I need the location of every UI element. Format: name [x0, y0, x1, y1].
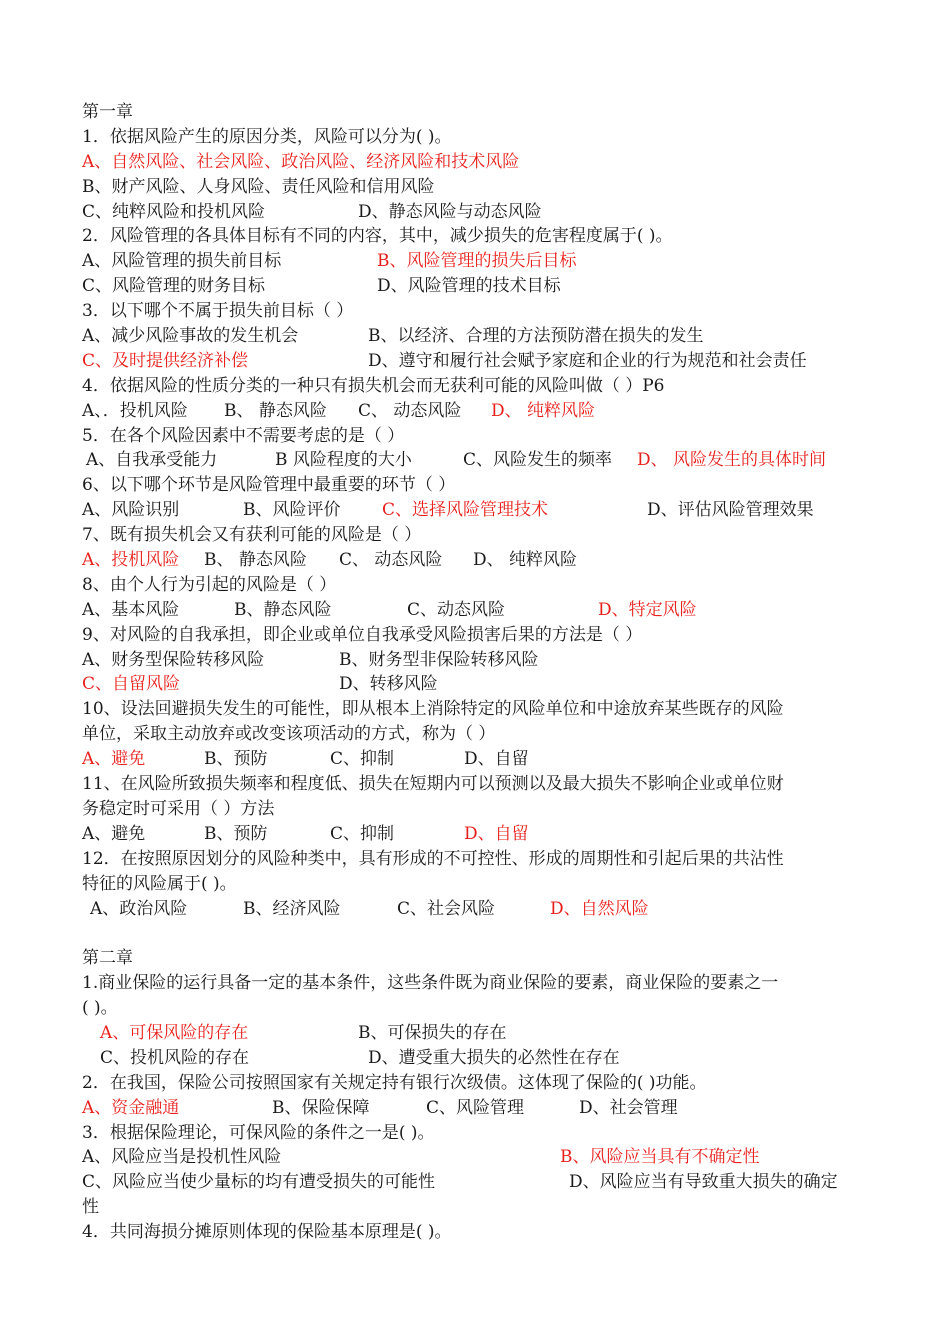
c1-q3-option-b: B、以经济、合理的方法预防潜在损失的发生 [368, 326, 704, 347]
c1-q10-option-row [82, 747, 872, 772]
c1-q7-option-b: B、 静态风险 [204, 550, 307, 571]
c1-q1-option-a-answer: A、自然风险、社会风险、政治风险、经济风险和技术风险 [82, 151, 520, 172]
c1-q11-option-c: C、抑制 [330, 823, 395, 844]
c1-q7-stem: 7、既有损失机会又有获利可能的风险是（ ） [82, 525, 422, 546]
c1-q3-option-c-answer: C、及时提供经济补偿 [82, 350, 249, 371]
chapter-spacer [82, 921, 872, 946]
c1-q5-option-b: B 风险程度的大小 [275, 450, 412, 471]
c1-q4-option-a: A、．投机风险 [82, 400, 188, 421]
c1-q6-option-c-answer: C、选择风险管理技术 [382, 500, 549, 521]
c1-q11-stem: 11、在风险所致损失频率和程度低、损失在短期内可以预测以及最大损失不影响企业或单位财 [82, 774, 784, 795]
c1-q6-option-d: D、评估风险管理效果 [647, 500, 814, 521]
c1-q5-option-d-answer: D、 风险发生的具体时间 [637, 450, 827, 471]
c1-q6-option-row [82, 498, 872, 523]
c1-q6-option-b: B、风险评价 [243, 500, 341, 521]
c1-q4-option-b: B、 静态风险 [224, 400, 327, 421]
c1-q7-option-row [82, 548, 872, 573]
c2-q1-option-c: C、投机风险的存在 [100, 1047, 250, 1068]
c2-q3-option-c: C、风险应当使少量标的均有遭受损失的可能性 [82, 1172, 436, 1193]
c1-q11-option-row [82, 822, 872, 847]
c1-q1-option-row [82, 200, 872, 225]
c1-q1-option-c: C、纯粹风险和投机风险 [82, 201, 266, 222]
c1-q7-option-a-answer: A、投机风险 [82, 550, 180, 571]
c1-q2-stem: 2．风险管理的各具体目标有不同的内容，其中，减少损失的危害程度属于( )。 [82, 226, 673, 247]
c1-q4-option-c: C、 动态风险 [358, 400, 462, 421]
c1-q6-option-a: A、风险识别 [82, 500, 180, 521]
c1-q3-option-d: D、遵守和履行社会赋予家庭和企业的行为规范和社会责任 [368, 350, 807, 371]
c2-q3-stem: 3．根据保险理论，可保风险的条件之一是( )。 [82, 1122, 435, 1143]
c1-q12-option-c: C、社会风险 [397, 898, 496, 919]
c1-q5-stem: 5．在各个风险因素中不需要考虑的是（ ） [82, 425, 405, 446]
c1-q12-option-d-answer: D、自然风险 [550, 898, 649, 919]
c1-q10-option-c: C、抑制 [330, 749, 395, 770]
c1-q1-stem: 1．依据风险产生的原因分类，风险可以分为( )。 [82, 126, 452, 147]
c1-q11-option-d-answer: D、自留 [464, 823, 529, 844]
c1-q9-option-b: B、财务型非保险转移风险 [339, 649, 539, 670]
c2-q3-option-row [82, 1195, 872, 1220]
c1-q9-option-a: A、财务型保险转移风险 [82, 649, 265, 670]
c2-q2-option-a-answer: A、资金融通 [82, 1097, 180, 1118]
c2-q3-option-row [82, 1145, 872, 1170]
c1-q12-option-row [82, 897, 872, 922]
c1-q1-option-row [82, 150, 872, 175]
c1-q4-option-d-answer: D、 纯粹风险 [491, 400, 596, 421]
c2-q3-option-row [82, 1170, 872, 1195]
c2-q1-option-a-answer: A、可保风险的存在 [100, 1022, 249, 1043]
c1-q9-option-row [82, 648, 872, 673]
c1-q6-stem: 6、以下哪个环节是风险管理中最重要的环节（ ） [82, 475, 456, 496]
c1-q2-option-row [82, 274, 872, 299]
c2-q3-option-a: A、风险应当是投机性风险 [82, 1147, 282, 1168]
c1-q8-stem: 8、由个人行为引起的风险是（ ） [82, 574, 337, 595]
c1-q8-option-d-answer: D、特定风险 [598, 599, 697, 620]
c1-q10-option-b: B、预防 [204, 749, 268, 770]
c1-q3-option-row [82, 349, 872, 374]
c1-q4-stem: 4．依据风险的性质分类的一种只有损失机会而无获利可能的风险叫做（ ）P6 [82, 375, 665, 396]
c1-q10-stem: 单位，采取主动放弃或改变该项活动的方式，称为（ ） [82, 724, 496, 745]
c1-q2-option-a: A、风险管理的损失前目标 [82, 251, 282, 272]
c1-q4-option-row [82, 399, 872, 424]
c2-q1-option-row [82, 1046, 872, 1071]
document-page [82, 100, 872, 1245]
c2-q1-stem: ( )。 [82, 998, 118, 1019]
c2-q1-stem: 1.商业保险的运行具备一定的基本条件，这些条件既为商业保险的要素，商业保险的要素之一 [82, 973, 779, 994]
c1-q12-option-a: A、政治风险 [90, 898, 188, 919]
c1-q7-option-c: C、 动态风险 [339, 550, 443, 571]
c1-q3-option-row [82, 324, 872, 349]
c1-q2-option-b-answer: B、风险管理的损失后目标 [377, 251, 577, 272]
c1-q9-option-row [82, 672, 872, 697]
c1-q9-stem: 9、对风险的自我承担，即企业或单位自我承受风险损害后果的方法是（ ） [82, 624, 643, 645]
c1-q8-option-c: C、动态风险 [407, 599, 506, 620]
c1-q9-option-c-answer: C、自留风险 [82, 674, 181, 695]
c1-q1-option-d: D、静态风险与动态风险 [358, 201, 542, 222]
c2-q2-option-b: B、保险保障 [272, 1097, 370, 1118]
c1-q8-option-b: B、静态风险 [234, 599, 332, 620]
c1-q10-option-a-answer: A、避免 [82, 749, 146, 770]
c2-q2-option-d: D、社会管理 [579, 1097, 678, 1118]
c2-q4-stem: 4．共同海损分摊原则体现的保险基本原理是( )。 [82, 1222, 452, 1243]
c1-q5-option-a: A、自我承受能力 [86, 450, 218, 471]
c1-q2-option-row [82, 249, 872, 274]
c1-q9-option-d: D、转移风险 [339, 674, 438, 695]
c1-q10-stem: 10、设法回避损失发生的可能性，即从根本上消除特定的风险单位和中途放弃某些既存的风险 [82, 699, 784, 720]
c2-q3-option-d-continued: 性 [82, 1197, 99, 1218]
c1-q3-option-a: A、减少风险事故的发生机会 [82, 326, 299, 347]
c1-q1-option-b: B、财产风险、人身风险、责任风险和信用风险 [82, 176, 435, 197]
c1-q2-option-d: D、风险管理的技术目标 [377, 276, 561, 297]
c1-q3-stem: 3．以下哪个不属于损失前目标（ ） [82, 301, 354, 322]
c2-q1-option-b: B、可保损失的存在 [358, 1022, 507, 1043]
c1-q5-option-c: C、风险发生的频率 [463, 450, 613, 471]
c1-q1-option-row [82, 175, 872, 200]
c1-q2-option-c: C、风险管理的财务目标 [82, 276, 266, 297]
c1-q5-option-row [82, 448, 872, 473]
c2-q3-option-b-answer: B、风险应当具有不确定性 [560, 1147, 760, 1168]
c1-q7-option-d: D、 纯粹风险 [473, 550, 578, 571]
c1-q8-option-a: A、基本风险 [82, 599, 180, 620]
c2-q2-option-c: C、风险管理 [426, 1097, 525, 1118]
c2-q1-option-d: D、遭受重大损失的必然性在存在 [368, 1047, 620, 1068]
c2-q2-option-row [82, 1096, 872, 1121]
c1-q12-option-b: B、经济风险 [243, 898, 341, 919]
c2-q2-stem: 2．在我国，保险公司按照国家有关规定持有银行次级债。这体现了保险的( )功能。 [82, 1072, 707, 1093]
c1-q8-option-row [82, 598, 872, 623]
c2-q3-option-d: D、风险应当有导致重大损失的确定 [569, 1172, 838, 1193]
c1-q11-stem: 务稳定时可采用（ ）方法 [82, 798, 275, 819]
c1-q10-option-d: D、自留 [464, 749, 529, 770]
c1-q11-option-b: B、预防 [204, 823, 268, 844]
c2-q1-option-row [82, 1021, 872, 1046]
c1-q12-stem: 12．在按照原因划分的风险种类中，具有形成的不可控性、形成的周期性和引起后果的共沾性 [82, 848, 784, 869]
c1-q12-stem: 特征的风险属于( )。 [82, 873, 237, 894]
chapter-1-title: 第一章 [82, 102, 133, 122]
chapter-2-title: 第二章 [82, 948, 133, 969]
c1-q11-option-a: A、避免 [82, 823, 146, 844]
